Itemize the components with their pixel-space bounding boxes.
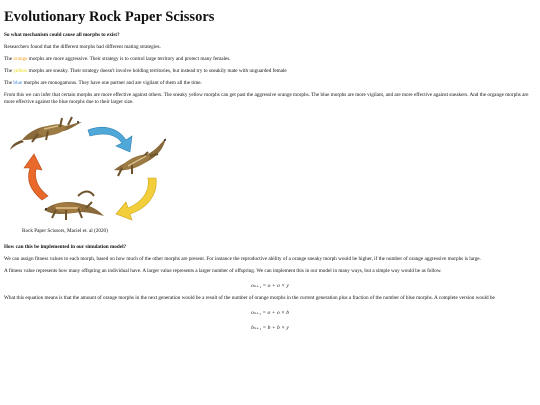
question-heading-implementation: How can this be implemented in our simulation model? [4, 244, 127, 250]
blue-pre: The [4, 80, 14, 86]
orange-pre: The [4, 56, 14, 62]
lizard-cycle-illustration [8, 110, 178, 238]
orange-arrow-icon [24, 154, 48, 200]
blue-morph-paragraph [4, 80, 536, 87]
fitness-definition-paragraph: A fitness value represents how many offspring an individual have. A larger value represents a larger number of offspring. We can implement this in our model in many ways, but a simple way would be as follow. [4, 268, 442, 274]
lizard-orange-icon [10, 117, 82, 150]
equation-explanation-paragraph: What this equation means is that the amount of orange morphs in the next generation would be a result of the number of orange morphs in the current generation plus a fraction of the number of blue morphs. A complete version would be [4, 295, 495, 301]
yellow-post: morphs are sneaky. Their strategy doesn't involve holding territories, but instead try to sneakily mate with unguarded female [27, 68, 287, 74]
orange-word: orange [13, 56, 28, 62]
figure-caption: Rock Paper Scissors, Maciel et. al (2020) [22, 228, 108, 234]
yellow-pre: The [4, 68, 14, 74]
yellow-arrow-icon [116, 178, 156, 220]
yellow-word: yellow [13, 68, 28, 74]
page-title: Evolutionary Rock Paper Scissors [4, 9, 215, 25]
blue-arrow-icon [88, 127, 132, 152]
inference-paragraph: From this we can infer that certain morphs are more effective against others. The sneaky yellow morphs can get past the aggressive orange morphs. The blue morphs are more vigilant, and are more effective against sneakers. And the organge morphs are more effective against the blue morphs due to their larger size. [4, 92, 529, 105]
intro-paragraph: Researchers found that the different morphs had different mating strategies. [4, 44, 161, 50]
orange-morph-paragraph [4, 56, 536, 63]
fitness-intro-paragraph: We can assign fitness values to each morph, based on how much of the other morphs are present. For instance the reproductive ability of a orange sneaky morph would be higher, if the number of orange aggressive morphs is large. [4, 256, 481, 262]
rock-paper-scissors-figure [8, 110, 178, 238]
orange-post: morphs are more aggressive. Their strategy is to control large territory and protect many females. [27, 56, 231, 62]
lizard-yellow-icon [44, 192, 104, 221]
equation-1: oₙ₊₁ = o + o × y [251, 283, 289, 289]
blue-word: blue [13, 80, 23, 86]
equation-3: bₙ₊₁ = b + b × y [251, 325, 289, 331]
question-heading-mechanism: So what mechanism could cause all morphs to exist? [4, 32, 120, 38]
blue-post: morphs are monogamous. They have one partner and are vigilant of them all the time. [22, 80, 202, 86]
equation-2: oₙ₊₁ = o + o × b [250, 310, 290, 316]
yellow-morph-paragraph [4, 68, 536, 75]
